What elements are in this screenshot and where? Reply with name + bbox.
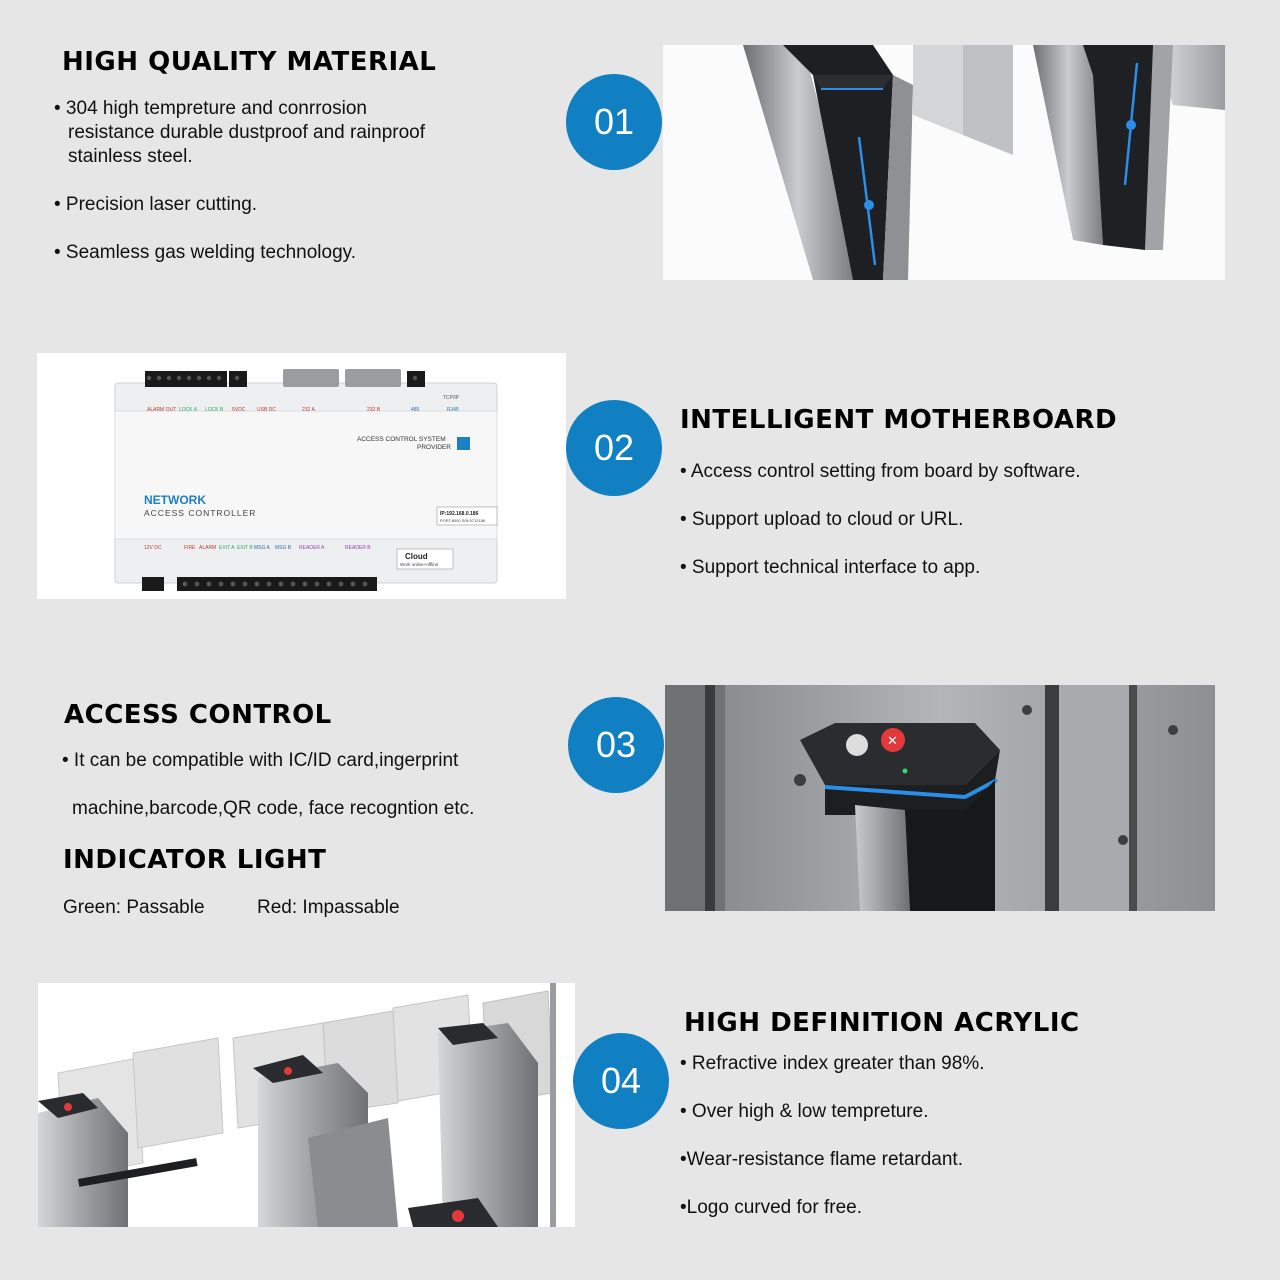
section1-bullet-1: • 304 high tempreture and conrrosion <box>54 98 367 119</box>
section4-bullet-4: •Logo curved for free. <box>680 1197 862 1218</box>
section4-bullet-2: • Over high & low tempreture. <box>680 1101 929 1122</box>
section1-bullet-2: • Precision laser cutting. <box>54 194 258 215</box>
board-ip-label: IP:192.168.0.186 <box>440 511 479 517</box>
section3-title: ACCESS CONTROL <box>64 700 332 730</box>
board-label-msg-b: MSG B <box>275 545 292 551</box>
board-label-reader-b: READER B <box>345 545 371 551</box>
section2-badge: 02 <box>566 400 662 496</box>
section2-title: INTELLIGENT MOTHERBOARD <box>680 405 1118 435</box>
section2-bullet-2: • Support upload to cloud or URL. <box>680 509 964 530</box>
board-label-msg-a: MSG A <box>254 545 270 551</box>
board-label-232b: 232 B <box>367 407 381 413</box>
section1-bullet-1-cont: resistance durable dustproof and rainproof <box>68 122 426 143</box>
board-label-485: 485 <box>411 407 420 413</box>
section4-title: HIGH DEFINITION ACRYLIC <box>684 1008 1080 1038</box>
board-label-alarm: ALARM <box>199 545 217 551</box>
section1-title: HIGH QUALITY MATERIAL <box>62 47 437 77</box>
board-label-alarm-out: ALARM OUT <box>147 407 177 413</box>
section3-badge: 03 <box>568 697 664 793</box>
board-provider-line2: PROVIDER <box>417 444 451 451</box>
board-label-reader-a: READER A <box>299 545 325 551</box>
board-label-usb-dc: USB DC <box>257 407 276 413</box>
acrylic-wings-image <box>38 983 575 1227</box>
board-label-232a: 232 A <box>302 407 315 413</box>
section4-bullet-1: • Refractive index greater than 98%. <box>680 1053 985 1074</box>
indicator-red-text: Red: Impassable <box>257 897 400 918</box>
section3-bullet-1-cont: machine,barcode,QR code, face recogntion etc. <box>72 798 475 819</box>
reader-head-image <box>665 685 1215 911</box>
board-label-exit-b: EXIT B <box>237 545 253 551</box>
board-label-rj45: RJ45 <box>447 407 459 413</box>
section2-bullet-3: • Support technical interface to app. <box>680 557 981 578</box>
board-label-tcpip: TCP/IP <box>443 395 460 401</box>
indicator-green-text: Green: Passable <box>63 897 205 918</box>
section1-bullet-1-cont2: stainless steel. <box>68 146 193 167</box>
board-cloud-label: Cloud <box>405 552 428 561</box>
section2-bullet-1: • Access control setting from board by software. <box>680 461 1081 482</box>
board-label-exit-a: EXIT A <box>219 545 235 551</box>
board-provider-line1: ACCESS CONTROL SYSTEM <box>357 436 446 443</box>
board-label-lock-b: LOCK B <box>205 407 224 413</box>
board-label-12vdc: 12V DC <box>144 545 162 551</box>
section1-badge: 01 <box>566 74 662 170</box>
board-brand-controller: ACCESS CONTROLLER <box>144 508 257 518</box>
board-port-label: PORT:8000 S/N:5712186 <box>440 518 486 523</box>
indicator-title: INDICATOR LIGHT <box>63 845 327 875</box>
controller-board-image <box>37 353 566 599</box>
section4-badge: 04 <box>573 1033 669 1129</box>
board-label-lock-a: LOCK A <box>179 407 198 413</box>
svg-text:✕: ✕ <box>887 734 898 749</box>
board-brand-network: NETWORK <box>144 493 206 507</box>
section4-bullet-3: •Wear-resistance flame retardant. <box>680 1149 963 1170</box>
board-cloud-sub: Work online+offline <box>400 562 439 567</box>
board-label-fire: FIRE <box>184 545 196 551</box>
section1-bullet-3: • Seamless gas welding technology. <box>54 242 357 263</box>
section3-bullet-1: • It can be compatible with IC/ID card,ingerprint <box>62 750 459 771</box>
board-label-5vdc: 5VDC <box>232 407 246 413</box>
turnstile-flaps-image <box>663 45 1225 280</box>
